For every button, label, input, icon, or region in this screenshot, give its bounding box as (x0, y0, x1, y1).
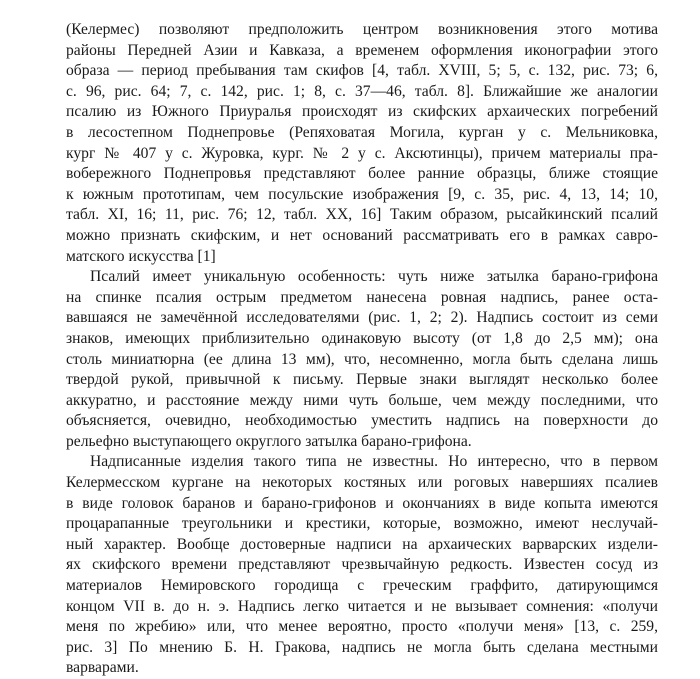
text-line: рельефно выступающего округлого затылка барано-грифона. (66, 432, 472, 450)
paragraph-2 (66, 267, 658, 452)
text-line: с. 96, рис. 64; 7, с. 142, рис. 1; 8, с. 37—46, табл. 8]. Ближайшие же аналогии (66, 82, 658, 100)
text-line: рис. 3] По мнению Б. Н. Гракова, надпись не могла быть сделана местными (66, 638, 658, 656)
text-line: Надписанные изделия такого типа не известны. Но интересно, что в первом (90, 453, 658, 471)
text-line: ях скифского времени представляют чрезвычайную редкость. Известен сосуд из (66, 556, 658, 574)
text-line: к южным прототипам, чем посульские изображения [9, с. 35, рис. 4, 13, 14; 10, (66, 185, 658, 203)
text-line: вобережного Поднепровья представляют более ранние образцы, ближе стоящие (66, 165, 658, 183)
text-line: псалию из Южного Приуралья происходят из скифских архаических погребений (66, 103, 658, 121)
text-line: табл. XI, 16; 11, рис. 76; 12, табл. XX, 16] Таким образом, рысайкинский псалий (66, 206, 658, 224)
text-line: Келермесском кургане на некоторых костяных или роговых навершиях псалиев (66, 474, 658, 492)
article-page (66, 20, 658, 679)
text-line: концом VII в. до н. э. Надпись легко читается и не вызывает сомнения: «получи (66, 597, 658, 615)
text-line: материалов Немировского городища с греческим граффито, датирующимся (66, 577, 658, 595)
text-line: аккуратно, и расстояние между ними чуть больше, чем между последними, что (66, 391, 658, 409)
text-line: в лесостепном Поднепровье (Репяховатая Могила, курган у с. Мельниковка, (66, 123, 658, 141)
text-line: твердой рукой, привычной к письму. Первые знаки выглядят несколько более (66, 371, 658, 389)
text-line: меня по жребию» или, что менее вероятно, просто «получи меня» [13, с. 259, (66, 618, 658, 636)
text-line: процарапанные треугольники и крестики, которые, возможно, имеют неслучай- (66, 515, 658, 533)
text-line: (Келермес) позволяют предположить центром возникновения этого мотива (66, 21, 658, 38)
text-line: районы Передней Азии и Кавказа, а временем оформления иконографии этого (66, 41, 658, 59)
text-line: варварами. (66, 659, 139, 677)
text-line: объясняется, очевидно, необходимостью уместить надпись на поверхности до (66, 412, 658, 430)
paragraph-1 (66, 20, 658, 267)
text-line: матского искусства [1] (66, 247, 216, 265)
text-line: кург № 407 у с. Журовка, кург. № 2 у с. Аксютинцы), причем материалы пра- (66, 144, 658, 162)
text-line: можно признать скифским, и нет оснований рассматривать его в рамках савро- (66, 226, 658, 244)
text-line: в виде головок баранов и барано-грифонов и окончаниях в виде копыта имеются (66, 494, 658, 512)
text-line: столь миниатюрна (ее длина 13 мм), что, несомненно, могла быть сделана лишь (66, 350, 658, 368)
text-line: вавшаяся не замечённой исследователями (рис. 1, 2; 2). Надпись состоит из семи (66, 309, 658, 327)
text-line: Псалий имеет уникальную особенность: чуть ниже затылка барано-грифона (90, 268, 658, 286)
text-line: на спинке псалия острым предметом нанесена ровная надпись, ранее оста- (66, 288, 658, 306)
text-line: ный характер. Вообще достоверные надписи на архаических варварских издели- (66, 535, 658, 553)
text-line: образа — период пребывания там скифов [4, табл. XVIII, 5; 5, с. 132, рис. 73; 6, (66, 62, 658, 80)
text-line: знаков, имеющих приблизительно одинаковую высоту (от 1,8 до 2,5 мм); она (66, 329, 658, 347)
paragraph-3 (66, 452, 658, 679)
